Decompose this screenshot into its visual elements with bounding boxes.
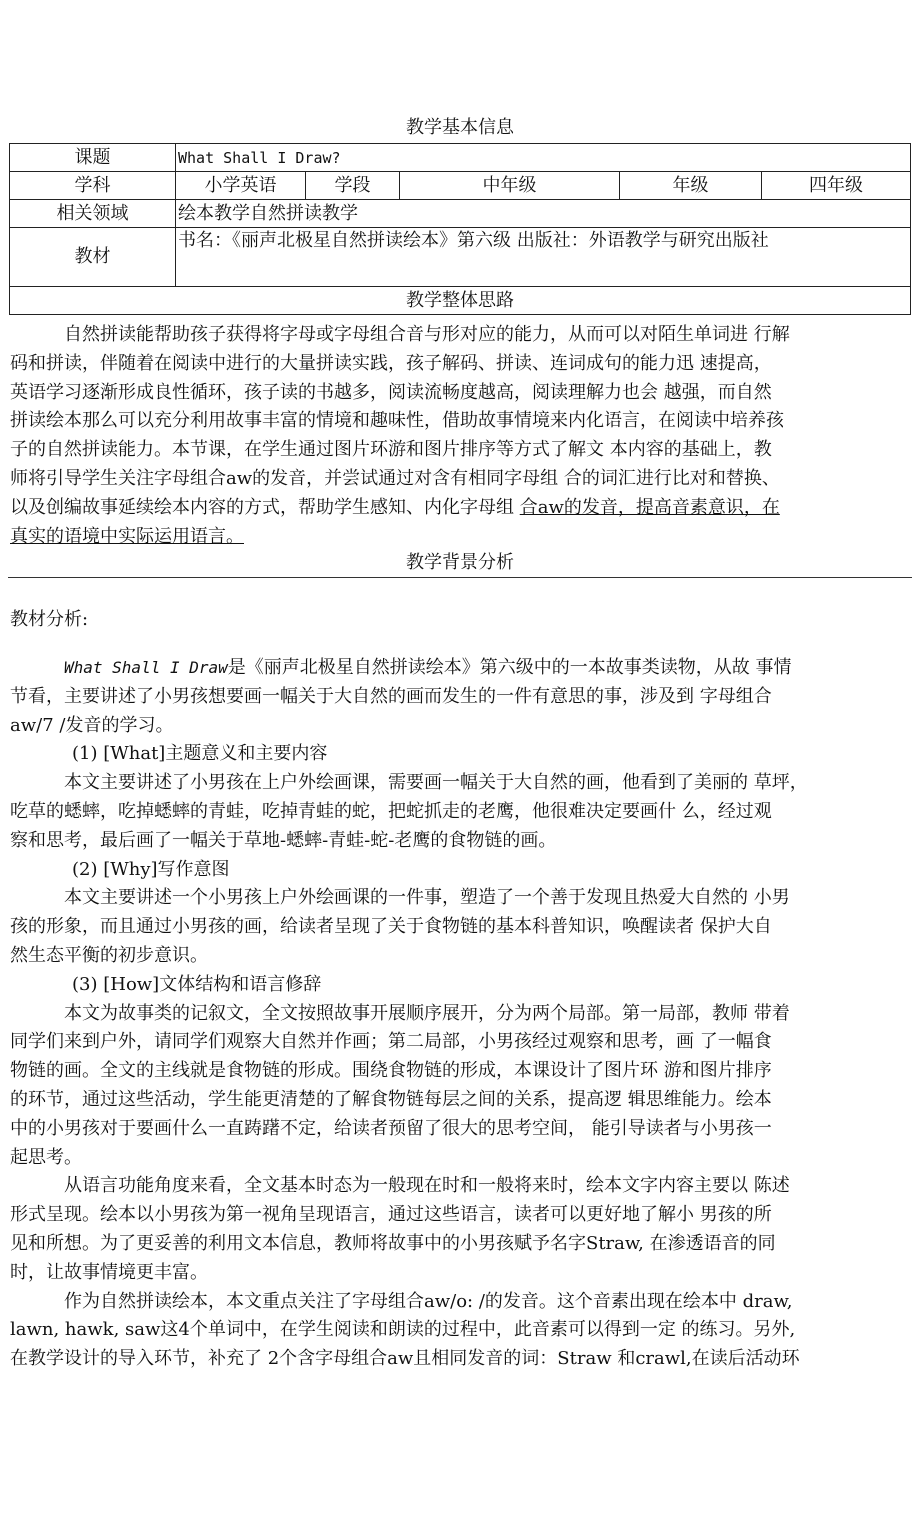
stage-label: 学段 [306, 172, 400, 200]
why-line: 孩的形象，而且通过小男孩的画，给读者呈现了关于食物链的基本科普知识，唤醒读者 保护大自 [10, 916, 772, 938]
title-background-analysis: 教学背景分析 [406, 552, 514, 573]
phonics-line: lawn, hawk, saw这4个单词中，在学生阅读和朗读的过程中，此音素可以得到一定 的练习。另外, [10, 1319, 796, 1341]
underlined-text: 合aw的发音，提高音素意识，在 [519, 496, 780, 518]
section-divider [8, 577, 912, 578]
what-line: 吃草的蟋蟀，吃掉蟋蟀的青蛙，吃掉青蛙的蛇，把蛇抓走的老鹰，他很难决定要画什 么，经过观 [10, 800, 772, 822]
course-value: What Shall I Draw? [176, 144, 911, 172]
grade-value: 四年级 [762, 172, 911, 200]
intro-line: aw/7 /发音的学习。 [10, 714, 174, 736]
row-material [10, 228, 911, 287]
row-subject [10, 172, 911, 200]
title-basic-info: 教学基本信息 [406, 117, 514, 138]
material-value: 书名：《丽声北极星自然拼读绘本》第六级 出版社：外语教学与研究出版社 [176, 228, 911, 287]
basic-info-table [9, 143, 911, 315]
subject-label: 学科 [10, 172, 176, 200]
field-label: 相关领域 [10, 200, 176, 228]
overall-line: 子的自然拼读能力。本节课，在学生通过图片环游和图片排序等方式了解文 本内容的基础上，教 [10, 439, 772, 461]
what-line: 察和思考，最后画了一幅关于草地-蟋蟀-青蛙-蛇-老鹰的食物链的画。 [10, 829, 557, 851]
why-line: 本文主要讲述一个小男孩上户外绘画课的一件事，塑造了一个善于发现且热爱大自然的 小男 [64, 887, 790, 909]
phonics-line: 在教学设计的导入环节，补充了 2个含字母组合aw且相同发音的词：Straw 和crawl,在读后活动环 [10, 1348, 800, 1370]
subject-value: 小学英语 [176, 172, 306, 200]
overall-title: 教学整体思路 [10, 287, 911, 315]
field-value: 绘本教学自然拼读教学 [176, 200, 911, 228]
analysis-body [10, 654, 910, 1374]
stage-value: 中年级 [400, 172, 620, 200]
how-line: 物链的画。全文的主线就是食物链的形成。围绕食物链的形成，本课设计了图片环 游和图片排序 [10, 1060, 772, 1082]
row-overall-title [10, 287, 911, 315]
grade-label: 年级 [620, 172, 762, 200]
overall-paragraph [10, 321, 910, 551]
overall-line: 以及创编故事延续绘本内容的方式，帮助学生感知、内化字母组 合aw的发音，提高音素意识，在 [10, 496, 780, 518]
how-line: 本文为故事类的记叙文，全文按照故事开展顺序展开，分为两个局部。第一局部，教师 带着 [64, 1002, 790, 1024]
how-line: 的环节，通过这些活动，学生能更清楚的了解食物链每层之间的关系，提高逻 辑思维能力。绘本 [10, 1088, 772, 1110]
overall-line: 码和拼读，伴随着在阅读中进行的大量拼读实践，孩子解码、拼读、连词成句的能力迅 速提高， [10, 352, 772, 374]
material-analysis-label [10, 606, 910, 635]
language-line: 时，让故事情境更丰富。 [10, 1261, 208, 1283]
how-line: 中的小男孩对于要画什么一直踌躇不定，给读者预留了很大的思考空间， 能引导读者与小男孩一 [10, 1117, 772, 1139]
material-label: 教材 [10, 228, 176, 287]
overall-line: 自然拼读能帮助孩子获得将字母或字母组合音与形对应的能力，从而可以对陌生单词进 行解 [64, 324, 790, 345]
what-line: 本文主要讲述了小男孩在上户外绘画课，需要画一幅关于大自然的画，他看到了美丽的 草坪， [64, 772, 808, 794]
overall-line: 真实的语境中实际运用语言。 [10, 525, 244, 547]
how-line: 起思考。 [10, 1146, 82, 1168]
row-field [10, 200, 911, 228]
section-why-title: (2) [Why]写作意图 [72, 858, 230, 880]
section-how-title: (3) [How]文体结构和语言修辞 [72, 973, 322, 995]
language-line: 从语言功能角度来看，全文基本时态为一般现在时和一般将来时，绘本文字内容主要以 陈述 [64, 1175, 790, 1197]
phonics-line: 作为自然拼读绘本，本文重点关注了字母组合aw/o: /的发音。这个音素出现在绘本中 draw, [64, 1290, 793, 1312]
course-label: 课题 [10, 144, 176, 172]
row-course [10, 144, 911, 172]
book-title-italic: What Shall I Draw [64, 658, 228, 677]
overall-line: 拼读绘本那么可以充分利用故事丰富的情境和趣味性，借助故事情境来内化语言，在阅读中培养孩 [10, 410, 784, 432]
overall-line: 英语学习逐渐形成良性循环，孩子读的书越多，阅读流畅度越高，阅读理解力也会 越强，而自然 [10, 381, 772, 403]
language-line: 形式呈现。绘本以小男孩为第一视角呈现语言，通过这些语言，读者可以更好地了解小 男孩的所 [10, 1204, 772, 1226]
material-analysis-text: 教材分析: [10, 609, 89, 630]
how-line: 同学们来到户外，请同学们观察大自然并作画；第二局部，小男孩经过观察和思考，画 了一幅食 [10, 1031, 772, 1053]
language-line: 见和所想。为了更妥善的利用文本信息，教师将故事中的小男孩赋予名字Straw, 在渗透语音的同 [10, 1232, 776, 1254]
section-what-title: (1) [What]主题意义和主要内容 [72, 743, 328, 765]
why-line: 然生态平衡的初步意识。 [10, 944, 208, 966]
intro-line: What Shall I Draw是《丽声北极星自然拼读绘本》第六级中的一本故事类读物，从故 事情 [64, 657, 792, 678]
overall-line: 师将引导学生关注字母组合aw的发音，并尝试通过对含有相同字母组 合的词汇进行比对和替换、 [10, 467, 780, 489]
intro-line: 节看，主要讲述了小男孩想要画一幅关于大自然的画而发生的一件有意思的事，涉及到 字母组合 [10, 685, 772, 707]
